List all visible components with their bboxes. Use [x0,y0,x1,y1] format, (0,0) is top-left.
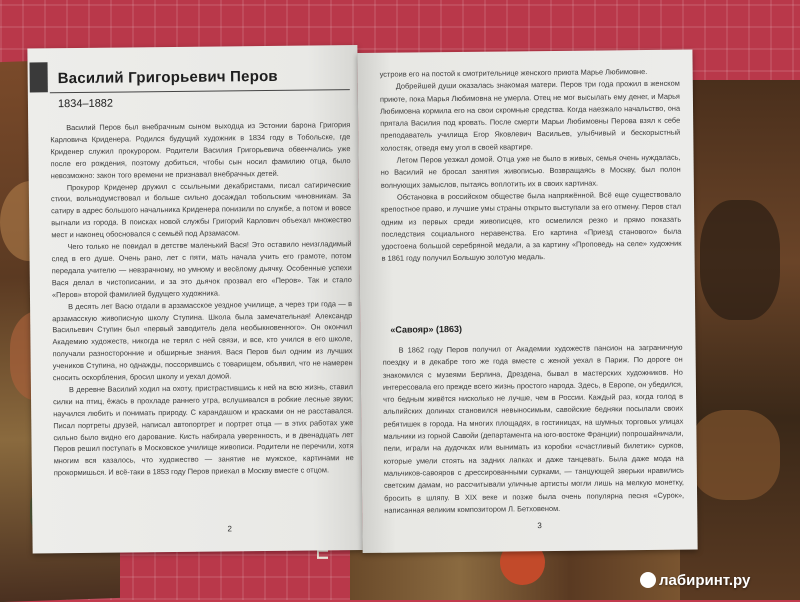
title-rule [50,89,350,93]
paragraph: Василий Перов был внебрачным сыном выходца из Эстонии барона Григория Карловича Криденера. Родился будущий художник в 1834 году в Тобольске, где Криденер служил прокурором. Родители Василия Григорьевича обвенчались уже после его рождения, поэтому добиться, чтобы сын носил фамилию отца, было невозможно: закон того времени не признавал внебрачных детей. [50,120,351,180]
right-page-body-bottom [382,342,684,517]
header-accent-bar [30,62,48,92]
page-number: 2 [227,524,232,534]
section-heading: «Савояр» (1863) [390,323,463,335]
right-page-body-top [380,66,682,266]
page-title: Василий Григорьевич Перов [57,67,278,88]
paragraph: Добрейшей души оказалась знакомая матери. Перов три года прожил в женском приюте, пока Марья Любимовна не умерла. Отец не мог высылать ему денег, и Марья Любимовна кормила его на свои скромные средства. Когда наезжало начальство, она прятала Василия под кровать. После смерти Марьи Любимовны Перова взял к себе преподаватель училища Егор Яковлевич Васильев, улыбчивый и бескорыстный холостяк, отведя ему угол в своей квартире. [379,78,681,153]
right-page [357,50,697,553]
labirint-logo-icon [640,572,656,588]
paragraph: устроив его на постой к смотрительнице женского приюта Марье Любимовне. [379,67,648,79]
paragraph: Чего только не повидал в детстве маленький Вася! Это оставило неизгладимый след в его душе. Очень рано, лет с пяти, мать начала учить его грамоте, потом передала учителю — невзрачному, но умному и весёлому дьячку. Особенные успехи Вася делал в чистописании, и за это дьячок прозвал его «Перов». Так и стало «Перов» второй фамилией будущего художника. [51,239,352,299]
painting-fragment-right [680,80,800,600]
life-years: 1834–1882 [57,97,114,111]
left-page [27,45,362,553]
watermark-text: лабиринт.ру [659,572,751,589]
watermark [640,572,750,589]
paragraph: В деревне Василий ходил на охоту, пристрастившись к ней на всю жизнь, ставил силки на птиц, ёжась в прохладе раннего утра, вслушивался в робкие лесные звуки; научился любить и понимать природу. С карандашом и красками он не расставался. Писал портреты друзей, написал автопортрет и портрет отца — в этих работах уже сильно было видно его дарование. Кисть набирала уверенность, и в двенадцать лет Перов решил поступать в Московское училище живописи. Родители не перечили, хотя многим вся казалось, что художество — занятие не мужское, картинами не прокормишься. И всё-таки в 1853 году Перов приехал в Москву вместе с отцом. [53,382,354,478]
open-booklet [27,42,697,554]
left-page-body [50,119,355,562]
page-number: 3 [537,521,542,531]
paragraph: В 1862 году Перов получил от Академии художеств пансион на заграничную поездку и в декабре того же года вместе с женой уехал в Париж. По дороге он знакомился с музеями Берлина, Дрездена, бывал в мастерских художников. Но интересовала его прежде всего жизнь простого народа. Здесь, в Европе, он убедился, что бедным живётся нисколько не лучше, чем в России. Каждый раз, когда голод в альпийских долинах становился невыносимым, савойские бедняки посылали своих ребятишек в города. На многих площадях, в гостиницах, на шумных торговых улицах мальчики из горной Савойи (департамента на юго-востоке Франции) попрошайничали, пели, играли на дудочках или вынимать из коробки «счастливый билетик» сурков, которые умели стоять на задних лапках и даже танцевать. Была даже мода на мальчиков-савояров с дрессированными сурками, — танцующей зверьки нравились светским дамам, но рассчитывали уличные артисты могли лишь на мелкую монетку, бросить в шляпу. В XIX веке и позже была очень популярна песня «Сурок», написанная великим композитором Л. Бетховеном. [382,342,685,515]
paragraph: В десять лет Васю отдали в арзамасское уездное училище, а через три года — в арзамасскую живописную школу Ступина. Школа была замечательная! Александр Васильевич Ступин был «первый заводитель дела необыкновенного». Он окончил Академию художеств, никогда не терял с ней связи, и все, кто учился в его школе, получали разносторонние и обширные знания. Вася Перов был одним из лучших учеников Ступина, но однажды, поссорившись с товарищем, объявил, что не намерен сносить оскорбления, бросил школу и уехал домой. [52,298,353,383]
paragraph: Обстановка в российском обществе была напряжённой. Всё еще существовало крепостное право, и лучшие умы страны открыто выступали за его отмену. Перов стал одним из первых среди живописцев, кто осмелился резко и прямо показать последствия социального неравенства. Его картина «Приезд станового» была удостоена большой серебряной медали, а за картину «Проповедь на селе» художник в 1861 году получил Большую золотую медаль. [381,189,682,264]
paragraph: Прокурор Криденер дружил с ссыльными декабристами, писал сатирические стихи, вольнодумствовал и больше сильно досаждал тобольским чиновникам. За сатиру в адрес большого начальника Криденера понизили по службе, а потом и вовсе выгнали из города. В поисках новой службы Григорий Карлович объехал множество мест и наконец обосновался с семьёй под Арзамасом. [50,179,352,240]
paragraph: Летом Перов уезжал домой. Отца уже не было в живых, семья очень нуждалась, но Василий не бросал занятия живописью. Возвращаясь в Москву, был полон волнующих замыслов, пытаясь воплотить их в своих картинах. [380,152,681,190]
